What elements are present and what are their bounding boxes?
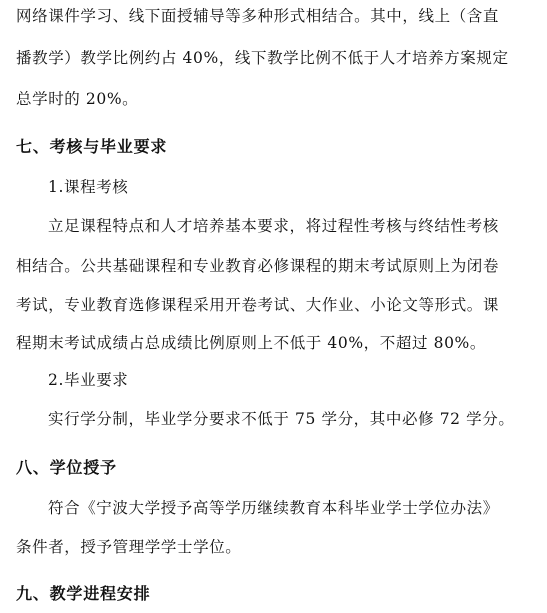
section-8-line-2: 条件者，授予管理学学士学位。 [16,538,242,556]
section-9-heading: 九、教学进程安排 [16,584,151,603]
intro-line-2: 播教学）教学比例约占 40%，线下教学比例不低于人才培养方案规定 [16,49,509,67]
section-8-heading: 八、学位授予 [16,458,117,477]
section-7-sub1-line-1: 立足课程特点和人才培养基本要求，将过程性考核与终结性考核 [48,217,499,235]
section-7-sub2-line: 实行学分制，毕业学分要求不低于 75 学分，其中必修 72 学分。 [48,410,515,428]
intro-line-1: 网络课件学习、线下面授辅导等多种形式相结合。其中，线上（含直 [16,7,500,25]
section-7-sub1-line-4: 程期末考试成绩占总成绩比例原则上不低于 40%，不超过 80%。 [16,334,486,352]
section-8-line-1: 符合《宁波大学授予高等学历继续教育本科毕业学士学位办法》 [48,499,499,517]
section-7-sub1-title: 1.课程考核 [48,178,129,196]
intro-line-3: 总学时的 20%。 [16,90,139,108]
section-7-sub1-line-2: 相结合。公共基础课程和专业教育必修课程的期末考试原则上为闭卷 [16,257,500,275]
section-7-sub1-line-3: 考试，专业教育选修课程采用开卷考试、大作业、小论文等形式。课 [16,296,500,314]
section-7-heading: 七、考核与毕业要求 [16,137,168,156]
section-7-sub2-title: 2.毕业要求 [48,371,129,389]
